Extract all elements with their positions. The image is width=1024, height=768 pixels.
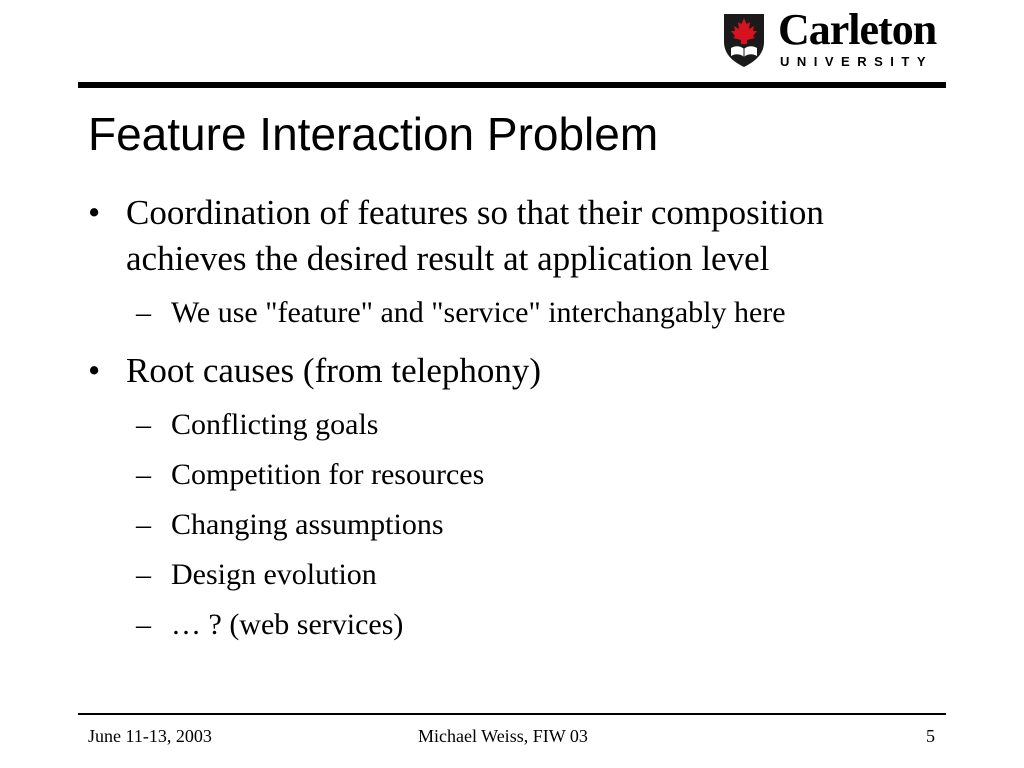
sub-bullet-item [88,406,948,444]
slide-body [88,190,948,644]
bullet-text: Coordination of features so that their composition achieves the desired result at application level [126,193,824,278]
dash-marker: – [136,558,151,591]
sub-bullet-text: … ? (web services) [171,608,404,641]
bullet-text: Root causes (from telephony) [126,351,542,390]
logo-subtitle: UNIVERSITY [780,54,934,69]
dash-marker: – [136,608,151,641]
bullet-marker: • [88,193,101,232]
dash-marker: – [136,408,151,441]
logo-wordmark: Carleton [778,5,937,54]
footer-date: June 11-13, 2003 [88,726,212,746]
dash-marker: – [136,508,151,541]
dash-marker: – [136,296,151,329]
footer-author: Michael Weiss, FIW 03 [418,726,588,746]
sub-bullet-text: Conflicting goals [171,408,379,441]
slide-title: Feature Interaction Problem [88,108,659,160]
sub-bullet-text: We use "feature" and "service" interchangably here [171,296,786,329]
footer-rule [78,713,946,715]
bullet-item [88,190,948,282]
sub-bullet-item [88,506,948,544]
page-number: 5 [926,726,935,746]
sub-bullet-item [88,556,948,594]
sub-bullet-text: Competition for resources [171,458,485,491]
sub-bullet-text: Design evolution [171,558,377,591]
sub-bullet-text: Changing assumptions [171,508,444,541]
dash-marker: – [136,458,151,491]
sub-bullet-item [88,606,948,644]
bullet-item [88,348,948,394]
carleton-logo [722,5,942,72]
sub-bullet-item [88,456,948,494]
header-rule [78,82,946,88]
bullet-marker: • [88,351,101,390]
maple-leaf-shield-icon [722,12,766,68]
sub-bullet-item [88,294,948,332]
